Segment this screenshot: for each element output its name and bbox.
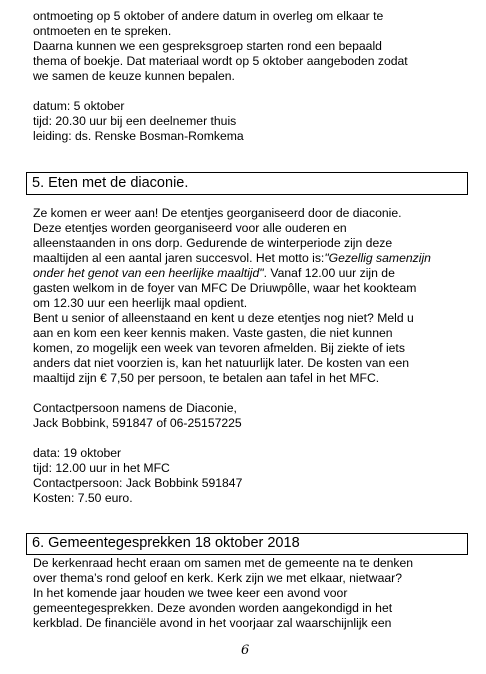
section-5-body [33,206,453,506]
motto-quote-start: "Gezellig samenzijn [324,251,431,265]
text-line: gemeentegesprekken. Deze avonden worden aangekondigd in het [33,601,393,615]
text-line: alleenstaanden in ons dorp. Gedurende de winterperiode zijn deze [33,236,393,250]
text-line: De kerkenraad hecht eraan om samen met de gemeente na te denken [33,556,414,570]
section-6-body [33,556,453,631]
text-line: kerkblad. De financiële avond in het voorjaar zal waarschijnlijk een [33,616,392,630]
text-line: maaltijd zijn € 7,50 per persoon, te betalen aan tafel in het MFC. [33,371,380,385]
text-line: Daarna kunnen we een gespreksgroep starten rond een bepaald [33,39,382,53]
text-line: komen, zo mogelijk een week van tevoren afmelden. Bij ziekte of iets [33,341,405,355]
motto-tail: . Vanaf 12.00 uur zijn de [263,266,395,280]
detail-line: leiding: ds. Renske Bosman-Romkema [33,129,244,143]
motto-line [33,266,453,281]
text-line: we samen de keuze kunnen bepalen. [33,69,235,83]
text-line: over thema’s rond geloof en kerk. Kerk zijn we met elkaar, nietwaar? [33,571,402,585]
text-line: ontmoeten en te spreken. [33,24,172,38]
detail-line: Contactpersoon: Jack Bobbink 591847 [33,476,243,490]
text-line: Bent u senior of alleenstaand en kent u deze etentjes nog niet? Meld u [33,311,414,325]
detail-line: data: 19 oktober [33,446,122,460]
page-number: 6 [241,643,250,658]
text-line: om 12.30 uur een heerlijk maal opdient. [33,296,248,310]
text-line: Ze komen er weer aan! De etentjes georganiseerd door de diaconie. [33,206,402,220]
text-line: aan en kom een keer kennis maken. Vaste gasten, die niet kunnen [33,326,393,340]
contact-line: Contactpersoon namens de Diaconie, [33,401,237,415]
text-line: gasten welkom in de foyer van MFC De Driuwpôlle, waar het kookteam [33,281,417,295]
section-6-heading: 6. Gemeentegesprekken 18 oktober 2018 [26,533,468,555]
contact-line: Jack Bobbink, 591847 of 06-25157225 [33,416,242,430]
text-line: Deze etentjes worden georganiseerd voor alle ouderen en [33,221,347,235]
text-line: thema of boekje. Dat materiaal wordt op 5 oktober aangeboden zodat [33,54,408,68]
intro-block [33,9,453,144]
section-5-heading: 5. Eten met de diaconie. [26,172,468,195]
detail-line: Kosten: 7.50 euro. [33,491,133,505]
detail-line: tijd: 20.30 uur bij een deelnemer thuis [33,114,237,128]
detail-line: datum: 5 oktober [33,99,125,113]
text-line: ontmoeting op 5 oktober of andere datum in overleg om elkaar te [33,9,384,23]
motto-quote-end: onder het genot van een heerlijke maaltijd" [33,266,264,280]
motto-line [33,251,453,266]
detail-line: tijd: 12.00 uur in het MFC [33,461,170,475]
text-line: In het komende jaar houden we twee keer een avond voor [33,586,348,600]
text-line: anders dat niet voorzien is, kan het natuurlijk later. De kosten van een [33,356,410,370]
motto-lead: maaltijden al een aantal jaren succesvol. Het motto is: [33,251,325,265]
